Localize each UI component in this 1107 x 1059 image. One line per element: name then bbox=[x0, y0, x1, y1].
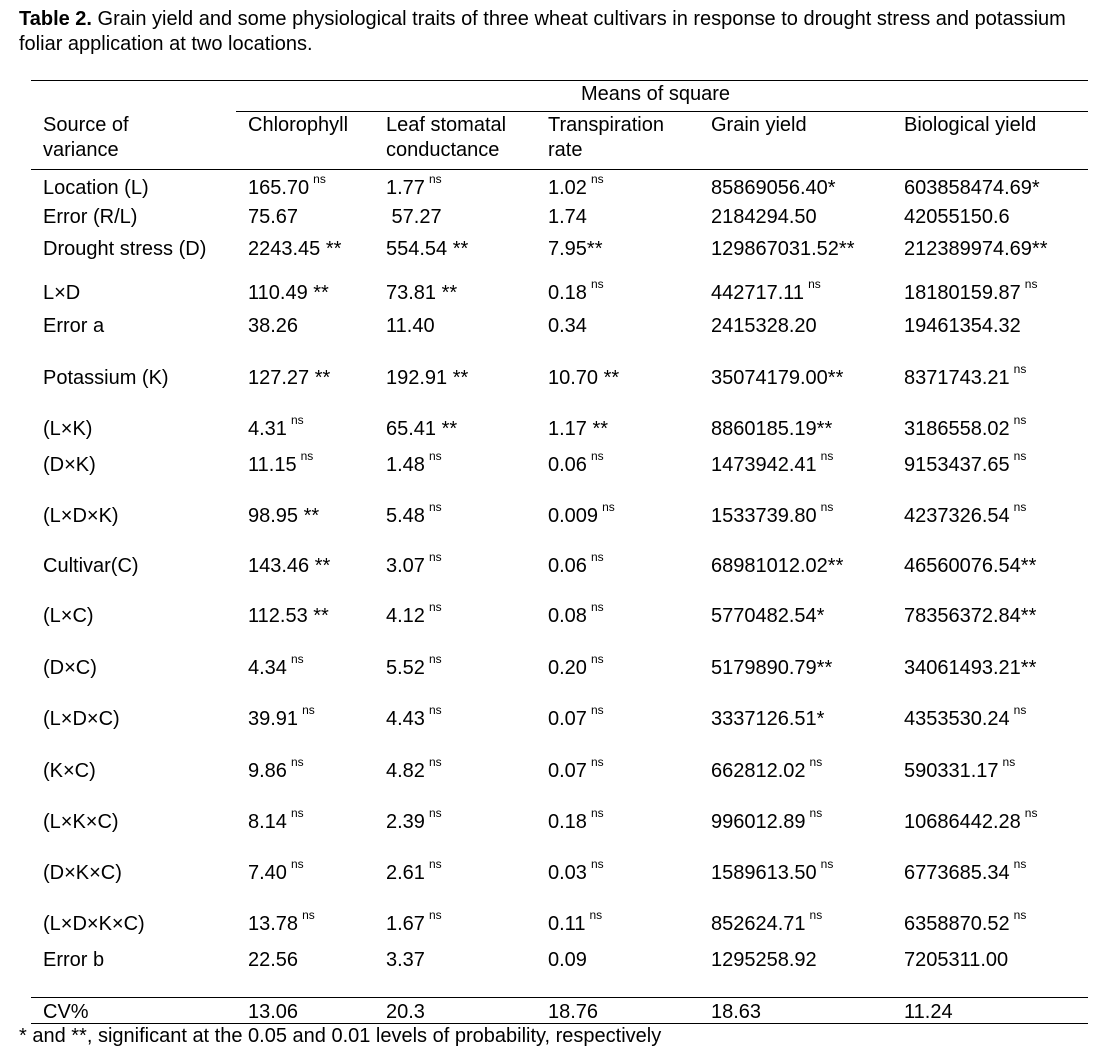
cell-value: 0.09 bbox=[548, 949, 587, 971]
table-cell bbox=[711, 176, 836, 200]
table-cell bbox=[248, 366, 330, 390]
cell-value: 1295258.92 bbox=[711, 949, 817, 971]
table-cell bbox=[548, 314, 587, 338]
significance-mark: ns bbox=[302, 908, 315, 922]
significance-mark: ns bbox=[290, 413, 304, 427]
table-cell bbox=[248, 806, 304, 834]
table-cell bbox=[548, 652, 604, 680]
cell-value: 554.54 ** bbox=[386, 238, 469, 260]
cell-value: 0.07 bbox=[548, 708, 587, 730]
cell-value: 11.24 bbox=[904, 1001, 953, 1023]
row-source: (L×K×C) bbox=[43, 811, 119, 833]
cell-value: 13.78 bbox=[248, 913, 299, 935]
table-cell bbox=[711, 554, 843, 578]
row-source: Location (L) bbox=[43, 177, 149, 199]
cell-value: 1.17 ** bbox=[548, 418, 609, 440]
table-cell bbox=[711, 948, 817, 972]
significance-mark: ns bbox=[590, 600, 604, 614]
cell-value: 4237326.54 bbox=[904, 505, 1010, 527]
significance-mark: ns bbox=[428, 908, 442, 922]
table-cell bbox=[548, 908, 603, 936]
significance-mark: ns bbox=[589, 908, 603, 922]
significance-mark: ns bbox=[428, 600, 442, 614]
table-cell bbox=[711, 314, 817, 338]
table-cell bbox=[386, 366, 468, 390]
table-cell bbox=[904, 500, 1027, 528]
cell-value: 5.48 bbox=[386, 505, 425, 527]
significance-mark: ns bbox=[302, 703, 315, 717]
significance-mark: ns bbox=[300, 449, 314, 463]
significance-mark: ns bbox=[602, 500, 615, 514]
significance-mark: ns bbox=[1024, 806, 1038, 820]
cell-value: 1473942.41 bbox=[711, 454, 817, 476]
table-cell bbox=[711, 1000, 761, 1024]
group-header: Means of square bbox=[581, 83, 730, 105]
table-cell bbox=[904, 948, 1008, 972]
table-cell bbox=[386, 237, 468, 261]
table-cell bbox=[711, 806, 823, 834]
table-cell bbox=[548, 550, 604, 578]
cell-value: 5770482.54* bbox=[711, 605, 825, 627]
significance-mark: ns bbox=[290, 806, 304, 820]
row-source: L×D bbox=[43, 282, 81, 304]
table-cell bbox=[548, 703, 604, 731]
cell-value: 6773685.34 bbox=[904, 862, 1010, 884]
table-cell bbox=[711, 656, 832, 680]
significance-mark: ns bbox=[809, 908, 823, 922]
table-cell bbox=[904, 277, 1038, 305]
significance-mark: ns bbox=[428, 652, 442, 666]
cell-value: 662812.02 bbox=[711, 760, 806, 782]
cell-value: 112.53 ** bbox=[248, 605, 329, 627]
row-source: (L×D×K) bbox=[43, 505, 119, 527]
table-cell bbox=[904, 176, 1040, 200]
table-cell bbox=[386, 857, 442, 885]
cell-value: 7.40 bbox=[248, 862, 287, 884]
cell-value: 8.14 bbox=[248, 811, 287, 833]
cell-value: 34061493.21** bbox=[904, 657, 1037, 679]
table-cell bbox=[904, 449, 1027, 477]
cell-value: 8860185.19** bbox=[711, 418, 833, 440]
table-cell bbox=[386, 550, 442, 578]
cell-value: 1533739.80 bbox=[711, 505, 817, 527]
significance-mark: ns bbox=[428, 500, 442, 514]
caption-text: Grain yield and some physiological traits of three wheat cultivars in response to drought stress and potassium foliar application at two locations. bbox=[19, 8, 1066, 55]
table-cell bbox=[711, 908, 823, 936]
table-cell bbox=[248, 857, 304, 885]
significance-mark: ns bbox=[590, 703, 604, 717]
table-cell bbox=[386, 1000, 425, 1024]
table-cell bbox=[248, 948, 298, 972]
cell-value: 110.49 ** bbox=[248, 282, 329, 304]
cell-value: 7205311.00 bbox=[904, 949, 1009, 971]
table-cell bbox=[386, 600, 442, 628]
row-source: Error (R/L) bbox=[43, 206, 138, 228]
col-header-chlorophyll: Chlorophyll bbox=[248, 114, 349, 136]
significance-mark: ns bbox=[1013, 703, 1027, 717]
table-cell bbox=[548, 948, 587, 972]
cell-value: 0.20 bbox=[548, 657, 587, 679]
table-cell bbox=[386, 172, 442, 200]
table-cell bbox=[548, 366, 619, 390]
row-source: Error b bbox=[43, 949, 105, 971]
significance-mark: ns bbox=[808, 277, 821, 291]
cell-value: 996012.89 bbox=[711, 811, 806, 833]
table-cell bbox=[711, 366, 843, 390]
cell-value: 10686442.28 bbox=[904, 811, 1021, 833]
cell-value: 4353530.24 bbox=[904, 708, 1010, 730]
table-cell bbox=[904, 908, 1027, 936]
significance-mark: ns bbox=[428, 703, 442, 717]
table-cell bbox=[904, 314, 1021, 338]
table-cell bbox=[548, 237, 603, 261]
table-cell bbox=[548, 172, 604, 200]
col-header-biological-yield: Biological yield bbox=[904, 114, 1037, 136]
cell-value: 85869056.40* bbox=[711, 177, 836, 199]
cell-value: 1.02 bbox=[548, 177, 587, 199]
cell-value: 22.56 bbox=[248, 949, 299, 971]
cell-value: 603858474.69* bbox=[904, 177, 1040, 199]
cell-value: 0.06 bbox=[548, 555, 587, 577]
row-source: CV% bbox=[43, 1001, 89, 1023]
cell-value: 2.39 bbox=[386, 811, 425, 833]
cell-value: 13.06 bbox=[248, 1001, 299, 1023]
significance-mark: ns bbox=[820, 449, 834, 463]
table-cell bbox=[386, 417, 457, 441]
significance-mark: ns bbox=[820, 857, 834, 871]
table-cell bbox=[711, 500, 834, 528]
significance-mark: ns bbox=[590, 755, 604, 769]
cell-value: 78356372.84** bbox=[904, 605, 1037, 627]
table-cell bbox=[386, 500, 442, 528]
significance-mark: ns bbox=[1002, 755, 1016, 769]
table-cell bbox=[548, 277, 604, 305]
cell-value: 852624.71 bbox=[711, 913, 806, 935]
significance-mark: ns bbox=[809, 806, 823, 820]
table-cell bbox=[386, 205, 442, 229]
cell-value: 20.3 bbox=[386, 1001, 425, 1023]
table-cell bbox=[548, 500, 615, 528]
table-cell bbox=[386, 449, 442, 477]
table-cell bbox=[248, 1000, 298, 1024]
cell-value: 2184294.50 bbox=[711, 206, 817, 228]
cell-value: 0.34 bbox=[548, 315, 587, 337]
cell-value: 165.70 bbox=[248, 177, 310, 199]
cell-value: 8371743.21 bbox=[904, 367, 1010, 389]
table-cell bbox=[248, 755, 304, 783]
table-cell bbox=[248, 652, 304, 680]
table-cell bbox=[248, 604, 329, 628]
col-header-transpiration: Transpiration rate bbox=[548, 114, 664, 161]
significance-mark: ns bbox=[1024, 277, 1038, 291]
table-cell bbox=[904, 703, 1027, 731]
col-header-stomatal: Leaf stomatal conductance bbox=[386, 114, 507, 161]
table-cell bbox=[248, 314, 298, 338]
table-cell bbox=[711, 205, 817, 229]
significance-mark: ns bbox=[590, 857, 604, 871]
table-cell bbox=[548, 806, 604, 834]
cell-value: 3.37 bbox=[386, 949, 425, 971]
table-cell bbox=[248, 449, 314, 477]
cell-value: 3.07 bbox=[386, 555, 425, 577]
table-cell bbox=[386, 281, 457, 305]
significance-mark: ns bbox=[590, 652, 604, 666]
row-source: (L×K) bbox=[43, 418, 93, 440]
table-cell bbox=[904, 656, 1036, 680]
cell-value: 65.41 ** bbox=[386, 418, 458, 440]
cell-value: 46560076.54** bbox=[904, 555, 1037, 577]
cell-value: 11.15 bbox=[248, 454, 297, 476]
cell-value: 590331.17 bbox=[904, 760, 999, 782]
significance-mark: ns bbox=[590, 449, 604, 463]
table-cell bbox=[711, 755, 823, 783]
col-header-grain-yield: Grain yield bbox=[711, 114, 807, 136]
row-source: (D×K×C) bbox=[43, 862, 122, 884]
cell-value: 0.18 bbox=[548, 282, 587, 304]
cell-value: 5.52 bbox=[386, 657, 425, 679]
table-cell bbox=[711, 707, 824, 731]
table-cell bbox=[548, 205, 587, 229]
cell-value: 3337126.51* bbox=[711, 708, 825, 730]
table-cell bbox=[248, 908, 315, 936]
significance-mark: ns bbox=[820, 500, 834, 514]
cell-value: 2243.45 ** bbox=[248, 238, 342, 260]
row-source: Error a bbox=[43, 315, 105, 337]
table-cell bbox=[904, 806, 1038, 834]
cell-value: 18.63 bbox=[711, 1001, 762, 1023]
table-cell bbox=[904, 1000, 953, 1024]
cell-value: 1.67 bbox=[386, 913, 425, 935]
table-cell bbox=[904, 857, 1027, 885]
table-cell bbox=[548, 449, 604, 477]
table-cell bbox=[548, 755, 604, 783]
table-cell bbox=[386, 806, 442, 834]
table-label: Table 2. bbox=[19, 8, 92, 30]
row-source: (D×C) bbox=[43, 657, 97, 679]
table-cell bbox=[386, 755, 442, 783]
row-source: Potassium (K) bbox=[43, 367, 169, 389]
cell-value: 1589613.50 bbox=[711, 862, 817, 884]
cell-value: 35074179.00** bbox=[711, 367, 844, 389]
cell-value: 1.77 bbox=[386, 177, 425, 199]
cell-value: 0.03 bbox=[548, 862, 587, 884]
table-cell bbox=[386, 652, 442, 680]
cell-value: 1.48 bbox=[386, 454, 425, 476]
significance-mark: ns bbox=[809, 755, 823, 769]
cell-value: 9.86 bbox=[248, 760, 287, 782]
table-cell bbox=[904, 554, 1036, 578]
cell-value: 38.26 bbox=[248, 315, 299, 337]
row-source: (L×D×K×C) bbox=[43, 913, 145, 935]
cell-value: 7.95** bbox=[548, 238, 603, 260]
table-cell bbox=[386, 703, 442, 731]
table-cell bbox=[248, 554, 330, 578]
significance-mark: ns bbox=[313, 172, 326, 186]
significance-mark: ns bbox=[590, 806, 604, 820]
cell-value: 143.46 ** bbox=[248, 555, 331, 577]
cell-value: 18180159.87 bbox=[904, 282, 1021, 304]
significance-mark: ns bbox=[428, 449, 442, 463]
significance-mark: ns bbox=[1013, 908, 1027, 922]
cell-value: 4.12 bbox=[386, 605, 425, 627]
row-source: (L×D×C) bbox=[43, 708, 120, 730]
significance-mark: ns bbox=[590, 277, 604, 291]
significance-mark: ns bbox=[428, 172, 442, 186]
header-rule bbox=[31, 169, 1088, 170]
table-cell bbox=[711, 277, 821, 305]
significance-mark: ns bbox=[428, 550, 442, 564]
table-cell bbox=[386, 948, 425, 972]
footnote: * and **, significant at the 0.05 and 0.01 levels of probability, respectively bbox=[19, 1025, 662, 1047]
table-cell bbox=[248, 172, 326, 200]
cell-value: 442717.11 bbox=[711, 282, 805, 304]
cell-value: 0.11 bbox=[548, 913, 586, 935]
significance-mark: ns bbox=[590, 172, 604, 186]
table-cell bbox=[248, 504, 319, 528]
table-cell bbox=[711, 857, 834, 885]
cell-value: 9153437.65 bbox=[904, 454, 1010, 476]
table-cell bbox=[248, 205, 298, 229]
table-cell bbox=[248, 237, 341, 261]
table-cell bbox=[548, 600, 604, 628]
cell-value: 0.08 bbox=[548, 605, 587, 627]
top-rule bbox=[31, 80, 1088, 81]
cell-value: 0.009 bbox=[548, 505, 599, 527]
row-source: (L×C) bbox=[43, 605, 94, 627]
cell-value: 75.67 bbox=[248, 206, 299, 228]
table-cell bbox=[248, 281, 329, 305]
cell-value: 4.43 bbox=[386, 708, 425, 730]
significance-mark: ns bbox=[1013, 362, 1027, 376]
cell-value: 192.91 ** bbox=[386, 367, 469, 389]
cell-value: 6358870.52 bbox=[904, 913, 1010, 935]
table-cell bbox=[904, 237, 1047, 261]
significance-mark: ns bbox=[1013, 857, 1027, 871]
cell-value: 2415328.20 bbox=[711, 315, 817, 337]
table-cell bbox=[904, 362, 1027, 390]
table-caption bbox=[19, 7, 1099, 57]
cell-value: 42055150.6 bbox=[904, 206, 1010, 228]
table-cell bbox=[904, 413, 1027, 441]
table-cell bbox=[548, 857, 604, 885]
row-source: Drought stress (D) bbox=[43, 238, 207, 260]
row-source: Cultivar(C) bbox=[43, 555, 139, 577]
significance-mark: ns bbox=[590, 550, 604, 564]
cell-value: 0.06 bbox=[548, 454, 587, 476]
table-cell bbox=[248, 413, 304, 441]
table-cell bbox=[711, 417, 832, 441]
cell-value: 0.07 bbox=[548, 760, 587, 782]
table-cell bbox=[548, 1000, 598, 1024]
group-rule bbox=[236, 111, 1088, 112]
table-cell bbox=[904, 755, 1016, 783]
cell-value: 57.27 bbox=[386, 206, 442, 228]
cell-value: 4.34 bbox=[248, 657, 287, 679]
cell-value: 19461354.32 bbox=[904, 315, 1021, 337]
cell-value: 68981012.02** bbox=[711, 555, 844, 577]
cell-value: 39.91 bbox=[248, 708, 299, 730]
cell-value: 5179890.79** bbox=[711, 657, 833, 679]
table-cell bbox=[904, 604, 1036, 628]
table-cell bbox=[248, 703, 315, 731]
significance-mark: ns bbox=[1013, 449, 1027, 463]
table-cell bbox=[386, 908, 442, 936]
table-cell bbox=[711, 237, 854, 261]
table-cell bbox=[711, 604, 824, 628]
cv-top-rule bbox=[31, 997, 1088, 998]
cell-value: 127.27 ** bbox=[248, 367, 331, 389]
significance-mark: ns bbox=[290, 755, 304, 769]
cell-value: 129867031.52** bbox=[711, 238, 855, 260]
cell-value: 4.82 bbox=[386, 760, 425, 782]
table-cell bbox=[711, 449, 834, 477]
cell-value: 212389974.69** bbox=[904, 238, 1048, 260]
row-source: (D×K) bbox=[43, 454, 96, 476]
cell-value: 98.95 ** bbox=[248, 505, 320, 527]
significance-mark: ns bbox=[1013, 500, 1027, 514]
cell-value: 0.18 bbox=[548, 811, 587, 833]
significance-mark: ns bbox=[1013, 413, 1027, 427]
cell-value: 4.31 bbox=[248, 418, 287, 440]
significance-mark: ns bbox=[428, 857, 442, 871]
table-cell bbox=[548, 417, 608, 441]
significance-mark: ns bbox=[290, 857, 304, 871]
col-header-source: Source of variance bbox=[43, 114, 129, 161]
significance-mark: ns bbox=[290, 652, 304, 666]
cell-value: 3186558.02 bbox=[904, 418, 1010, 440]
table-cell bbox=[904, 205, 1010, 229]
significance-mark: ns bbox=[428, 806, 442, 820]
cell-value: 2.61 bbox=[386, 862, 425, 884]
cell-value: 10.70 ** bbox=[548, 367, 620, 389]
table-cell bbox=[386, 314, 435, 338]
cell-value: 73.81 ** bbox=[386, 282, 458, 304]
significance-mark: ns bbox=[428, 755, 442, 769]
row-source: (K×C) bbox=[43, 760, 96, 782]
cell-value: 18.76 bbox=[548, 1001, 599, 1023]
cell-value: 11.40 bbox=[386, 315, 435, 337]
cell-value: 1.74 bbox=[548, 206, 587, 228]
